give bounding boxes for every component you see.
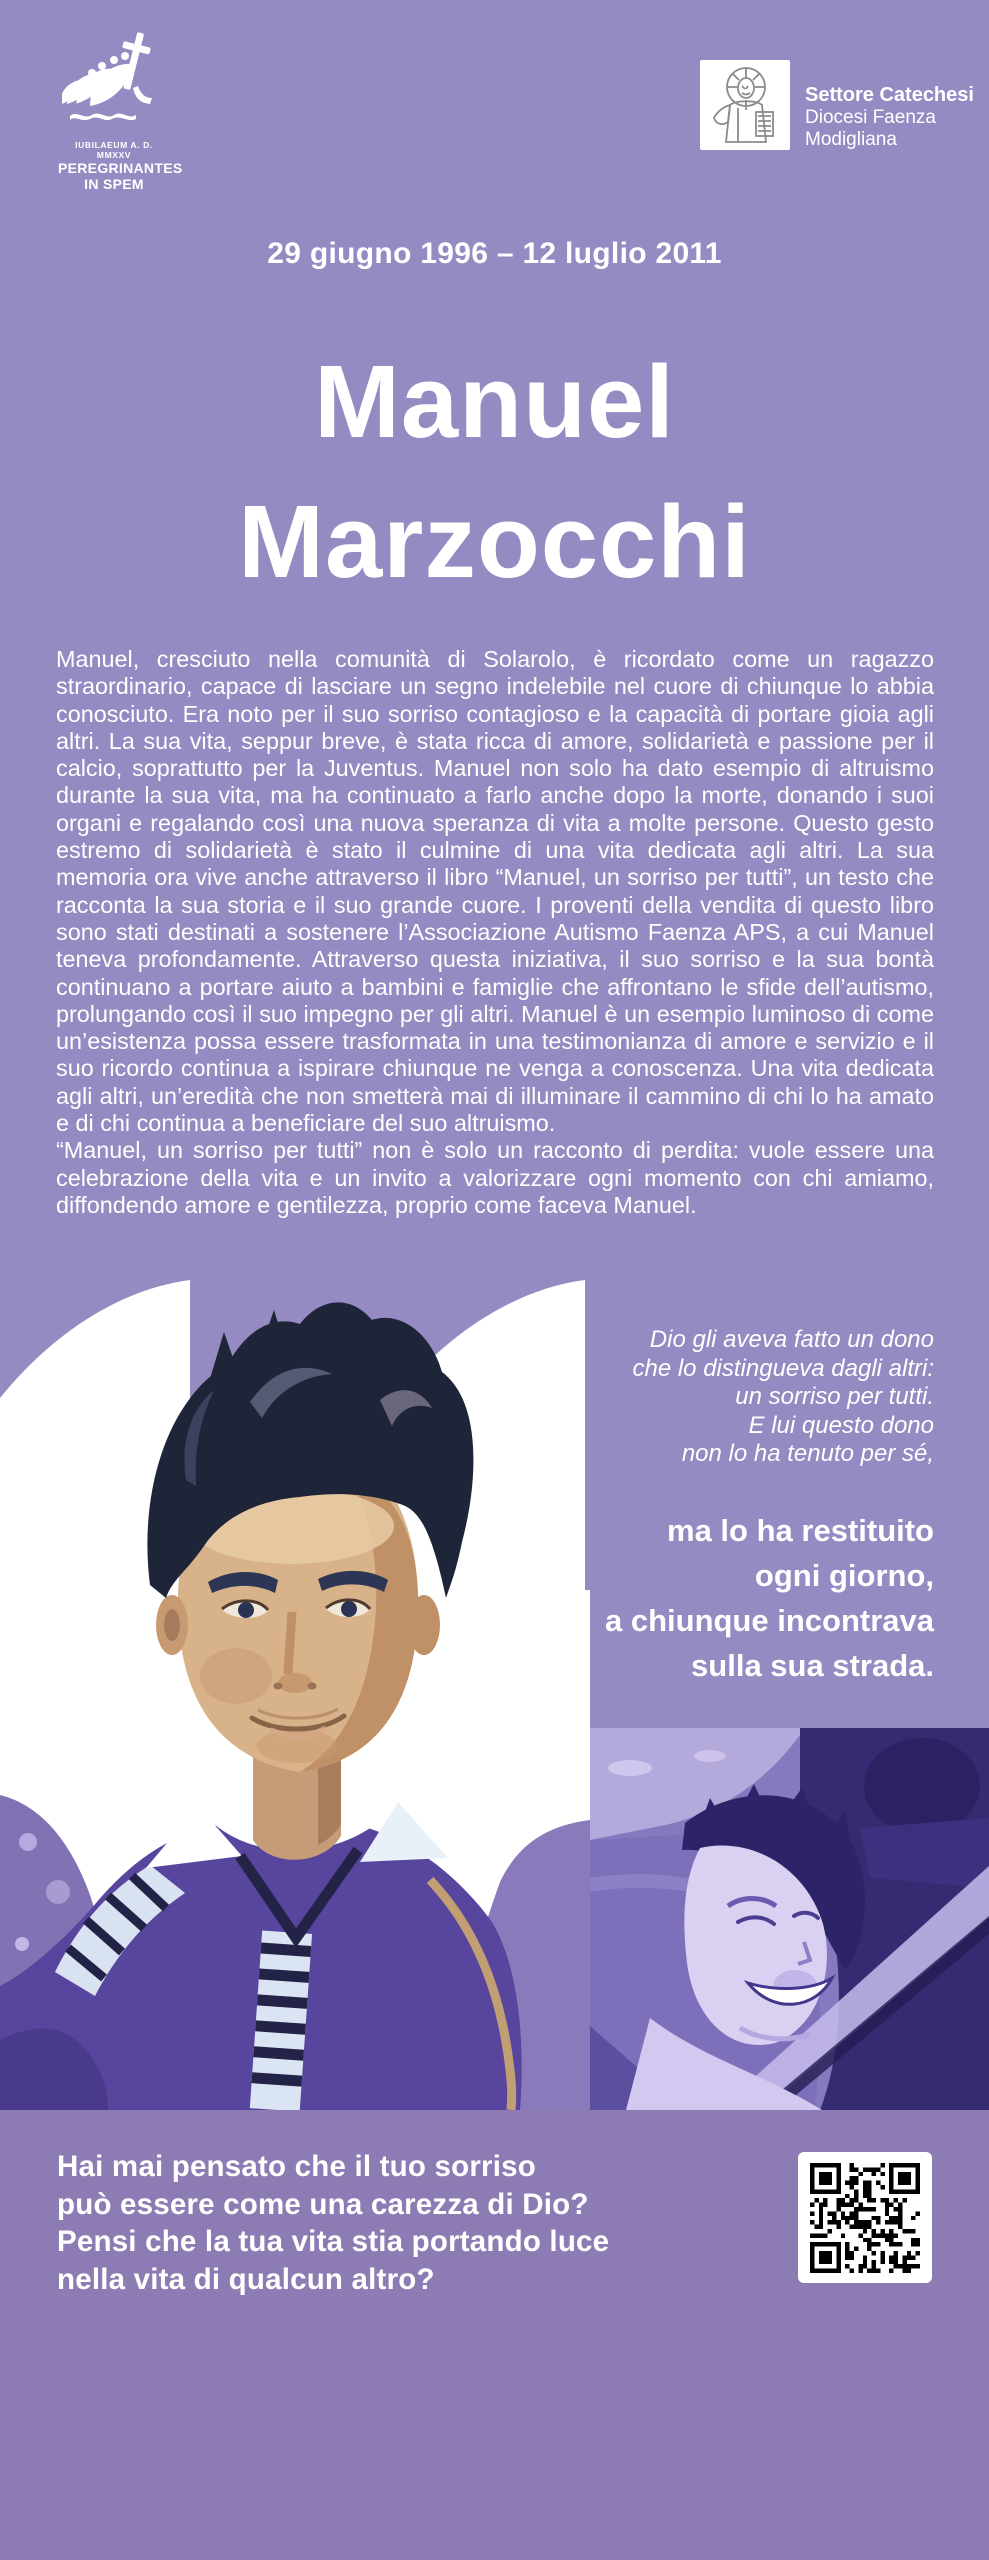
quote-bold-line: a chiunque incontrava <box>604 1603 934 1638</box>
qr-code <box>798 2152 932 2283</box>
lifespan-dates: 29 giugno 1996 – 12 luglio 2011 <box>267 237 722 270</box>
biography-paragraph-1: Manuel, cresciuto nella comunità di Solarolo, è ricordato come un ragazzo straordinario, capace di lasciare un segno indelebile nel cuore di chiunque lo abbia conosciuto. Era noto per il suo sorriso contagioso e la capacità di portare gioia agli altri. La sua vita, seppur breve, è stata ricca di amore, solidarietà e passione per il calcio, soprattutto per la Juventus. Manuel non solo ha dato esempio di altruismo durante la sua vita, ma ha continuato a farlo anche dopo la morte, donando i suoi organi e regalando così una nuova speranza di vita a molte persone. Questo gesto estremo di solidarietà è stato il culmine di una vita dedicata agli altri. La sua memoria ora vive anche attraverso il libro “Manuel, un sorriso per tutti”, un testo che racconta la sua storia e il suo grande cuore. I proventi della vendita di questo libro sono stati destinati a sostenere l’Associazione Autismo Faenza APS, a cui Manuel teneva profondamente. Attraverso questa iniziativa, il suo sorriso e la sua bontà continuano a portare aiuto a bambini e famiglie che affrontano le sfide dell’autismo, prolungando così il suo impegno per gli altri. Manuel è un esempio luminoso di come un’esistenza possa essere trasformata in una testimonianza di amore e servizio e il suo ricordo continua a ispirare chiunque ne venga a conoscenza. Una vita dedicata agli altri, un’eredità che non smetterà mai di illuminare il cammino di chi lo ha amato e di chi continua a beneficiare del suo altruismo. <box>56 646 934 1137</box>
question-line: può essere come una carezza di Dio? <box>57 2187 589 2221</box>
page-title <box>0 332 989 612</box>
quote-italic-line: E lui questo dono <box>748 1411 934 1439</box>
diocese-logo <box>700 60 974 152</box>
diocese-line3: Modigliana <box>805 129 897 150</box>
diocese-line2: Diocesi Faenza <box>805 106 936 128</box>
closing-questions <box>57 2148 609 2298</box>
christ-icon <box>700 60 790 150</box>
jubilee-caption-line1: PEREGRINANTES <box>58 160 183 176</box>
quote-bold-block <box>605 1508 934 1688</box>
quote-bold-line: sulla sua strada. <box>691 1648 934 1683</box>
portrait-illustration <box>0 1280 590 2110</box>
quote-italic-line: non lo ha tenuto per sé, <box>681 1440 934 1467</box>
title-line2: Marzocchi <box>238 484 751 599</box>
quote-italic-block <box>632 1326 934 1469</box>
footer-section <box>0 2110 989 2560</box>
quote-italic-line: che lo distingueva dagli altri: <box>632 1354 934 1382</box>
diocese-name: Settore Catechesi <box>805 84 974 106</box>
smiling-boy-photo <box>590 1728 989 2110</box>
jubilee-caption-small: IUBILAEUM A. D. MMXXV <box>75 140 153 160</box>
question-line: Hai mai pensato che il tuo sorriso <box>57 2150 536 2183</box>
quote-bold-line: ma lo ha restituito <box>667 1513 934 1548</box>
quote-italic-line: un sorriso per tutti. <box>735 1383 934 1410</box>
title-line1: Manuel <box>314 344 675 459</box>
quote-panel <box>590 1280 989 1728</box>
quote-italic-line: Dio gli aveva fatto un dono <box>649 1326 934 1353</box>
jubilee-caption-line2: IN SPEM <box>84 176 144 192</box>
photo-quote-section <box>0 1280 989 2110</box>
jubilee-2025-icon <box>62 28 166 134</box>
biography-text <box>56 646 934 1219</box>
biography-paragraph-2: “Manuel, un sorriso per tutti” non è solo un racconto di perdita: vuole essere una celebrazione della vita e un invito a valorizzare ogni momento con chi amiamo, diffondendo amore e gentilezza, proprio come faceva Manuel. <box>56 1137 934 1218</box>
question-line: Pensi che la tua vita stia portando luce <box>57 2225 610 2258</box>
jubilee-logo <box>58 28 183 192</box>
quote-bold-line: ogni giorno, <box>754 1558 934 1593</box>
question-line: nella vita di qualcun altro? <box>57 2262 435 2296</box>
